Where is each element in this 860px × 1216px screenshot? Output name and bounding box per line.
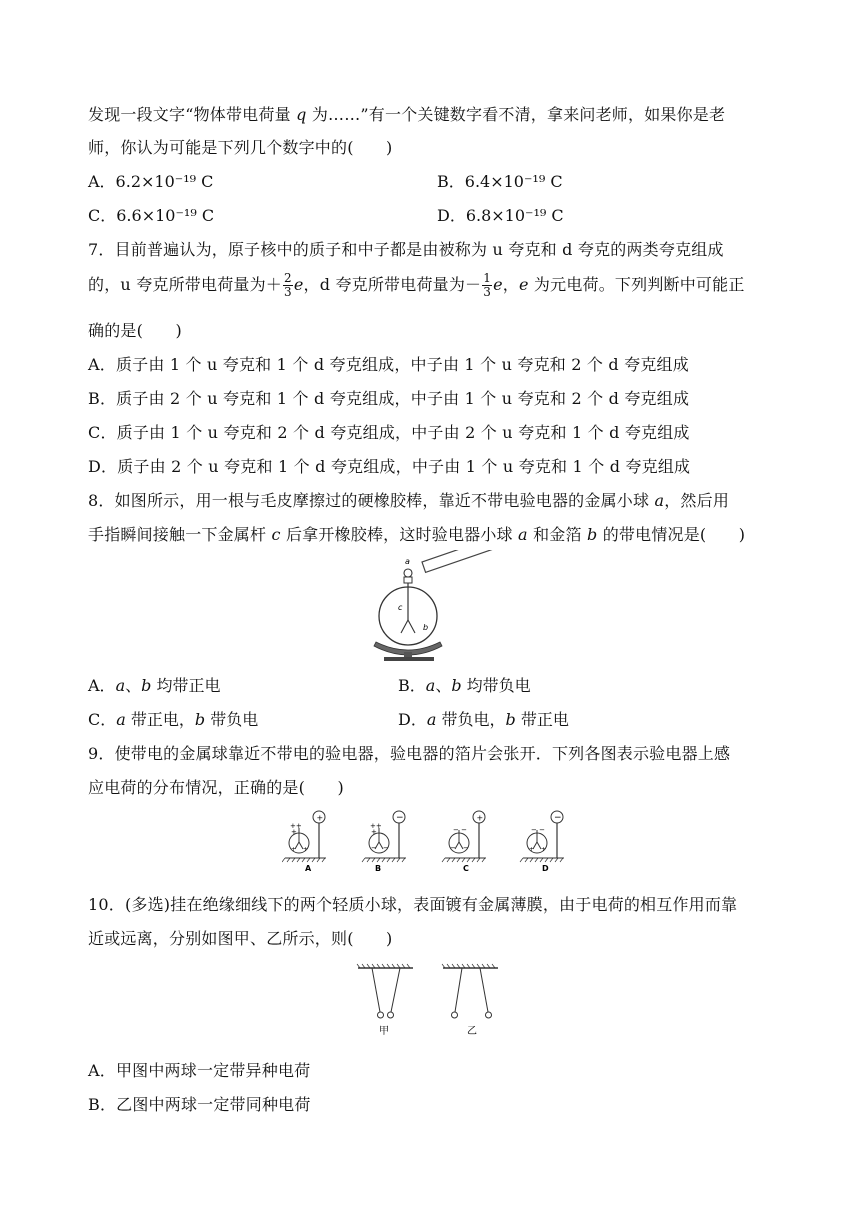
q7-text-b: ，d 夸克所带电荷量为－ xyxy=(303,275,482,294)
q8-option-c-var-a: a xyxy=(116,710,126,729)
rod-cap xyxy=(404,577,412,583)
q7-stem-line2 xyxy=(88,270,745,300)
q8-option-d-post: 带正电 xyxy=(515,710,569,729)
q6-stem-line2: 师，你认为可能是下列几个数字中的( ) xyxy=(88,138,393,157)
label-b: b xyxy=(423,623,429,632)
q8-option-a-pre: A． xyxy=(88,676,116,695)
q10-pendulum-figure xyxy=(355,962,505,1040)
q7-var-e-2: e xyxy=(493,275,503,294)
q8-var-a: a xyxy=(654,491,665,510)
q8-text-d: 后拿开橡胶棒，这时验电器小球 xyxy=(280,525,519,544)
electroscope-figure xyxy=(370,550,530,665)
q7-option-d: D．质子由 2 个 u 夸克和 1 个 d 夸克组成，中子由 1 个 u 夸克和 1 个 d 夸克组成 xyxy=(88,457,691,476)
q9-label-b: B xyxy=(375,864,382,873)
q7-var-e: e xyxy=(293,275,304,294)
svg-text:−: − xyxy=(371,844,377,852)
q8-option-a-post: 均带正电 xyxy=(151,676,221,695)
q8-option-d xyxy=(398,707,569,730)
q8-text-b: ，然后用 xyxy=(664,491,730,510)
q8-var-b: b xyxy=(586,525,598,544)
q7-text-c: ， xyxy=(502,275,519,294)
q6-stem-line1 xyxy=(88,102,725,125)
q9-a-ball-sign: + xyxy=(316,813,324,823)
q7-option-a: A．质子由 1 个 u 夸克和 1 个 d 夸克组成，中子由 1 个 u 夸克和 2 个 d 夸克组成 xyxy=(88,355,689,374)
q9-stem-line2: 应电荷的分布情况，正确的是( ) xyxy=(88,778,344,797)
q7-frac2-den: 3 xyxy=(483,285,492,299)
q9-label-a: A xyxy=(305,864,312,873)
q8-option-c-pre: C． xyxy=(88,710,117,729)
svg-text:+: + xyxy=(291,828,297,836)
svg-text:++: ++ xyxy=(290,822,302,830)
q9-b-ball-sign: − xyxy=(396,813,404,823)
q10-stem-line2: 近或远离，分别如图甲、乙所示，则( ) xyxy=(88,929,393,948)
q10-label-yi: 乙 xyxy=(467,1026,477,1037)
q8-option-d-pre: D． xyxy=(398,710,427,729)
q8-text-c: 手指瞬间接触一下金属杆 xyxy=(88,525,272,544)
q8-option-c xyxy=(88,707,258,730)
q7-frac1-den: 3 xyxy=(284,285,292,299)
q6-option-d: D．6.8×10⁻¹⁹ C xyxy=(437,206,564,225)
q6-stem-text-2: 为……”有一个关键数字看不清，拿来问老师，如果你是老 xyxy=(306,105,726,124)
q7-frac1-num: 2 xyxy=(284,271,292,285)
q8-text-f: 的带电情况是( ) xyxy=(597,525,746,544)
q9-stem-line1: 9．使带电的金属球靠近不带电的验电器，验电器的箔片会张开．下列各图表示验电器上感 xyxy=(88,744,731,763)
q6-var-q: q xyxy=(296,105,307,124)
q8-option-d-var-a: a xyxy=(426,710,437,729)
q8-option-a xyxy=(88,673,220,696)
q7-stem-line3: 确的是( ) xyxy=(88,321,182,340)
svg-text:+: + xyxy=(529,846,535,853)
q8-option-c-mid: 带正电， xyxy=(125,710,195,729)
q8-option-c-var-b: b xyxy=(194,710,206,729)
q10-option-a: A．甲图中两球一定带异种电荷 xyxy=(88,1061,311,1080)
svg-text:− −: − − xyxy=(531,826,545,834)
q7-fraction-1-3 xyxy=(482,272,492,299)
q6-stem-text: 发现一段文字“物体带电荷量 xyxy=(88,105,297,124)
gold-leaf-right xyxy=(408,620,415,633)
q8-stem-line2 xyxy=(88,522,745,545)
svg-text:−: − xyxy=(450,844,456,852)
svg-text:−: − xyxy=(463,844,469,852)
stand-base xyxy=(384,657,434,661)
q6-option-b: B．6.4×10⁻¹⁹ C xyxy=(437,172,563,191)
stand-post xyxy=(404,652,412,657)
rubber-rod xyxy=(422,550,516,572)
q9-figure-b xyxy=(362,811,406,873)
q9-figure-d xyxy=(520,811,564,873)
q8-var-a-2: a xyxy=(518,525,528,544)
q8-option-d-mid: 带负电， xyxy=(436,710,506,729)
q7-var-e-3: e xyxy=(518,275,529,294)
q8-option-a-var-b: b xyxy=(141,676,152,695)
q10-figure-yi xyxy=(442,964,498,1037)
q9-d-ball-sign: − xyxy=(554,813,562,823)
q7-text-a: 的，u 夸克所带电荷量为＋ xyxy=(88,275,282,294)
q10-figure-jia xyxy=(357,964,413,1037)
q8-option-b xyxy=(398,673,531,696)
q10-option-b: B．乙图中两球一定带同种电荷 xyxy=(88,1095,311,1114)
q8-text-a: 8．如图所示，用一根与毛皮摩擦过的硬橡胶棒，靠近不带电验电器的金属小球 xyxy=(88,491,655,510)
q7-text-d: 为元电荷。下列判断中可能正 xyxy=(528,275,745,294)
svg-text:+: + xyxy=(291,846,297,853)
metal-ball-a xyxy=(404,569,412,577)
q8-var-c: c xyxy=(271,525,281,544)
q8-option-a-var-a: a xyxy=(115,676,126,695)
q8-option-c-post: 带负电 xyxy=(205,710,259,729)
q7-option-c: C．质子由 1 个 u 夸克和 2 个 d 夸克组成，中子由 2 个 u 夸克和 1 个 d 夸克组成 xyxy=(88,423,690,442)
q9-label-c: C xyxy=(463,864,469,873)
q8-option-b-mid: 、 xyxy=(435,676,452,695)
q8-option-b-var-b: b xyxy=(451,676,462,695)
q8-option-d-var-b: b xyxy=(505,710,516,729)
svg-text:+: + xyxy=(371,828,377,836)
svg-text:−: − xyxy=(383,844,389,852)
q8-option-b-post: 均带负电 xyxy=(461,676,531,695)
q9-electroscopes-figure xyxy=(282,804,582,874)
q6-option-a: A．6.2×10⁻¹⁹ C xyxy=(88,172,214,191)
label-c: c xyxy=(398,603,403,612)
q9-label-d: D xyxy=(542,864,549,873)
q7-stem-line1: 7．目前普遍认为，原子核中的质子和中子都是由被称为 u 夸克和 d 夸克的两类夸克组成 xyxy=(88,240,724,259)
q10-stem-line1: 10．(多选)挂在绝缘细线下的两个轻质小球，表面镀有金属薄膜，由于电荷的相互作用而靠 xyxy=(88,895,738,914)
q8-option-a-mid: 、 xyxy=(125,676,142,695)
q8-text-e: 和金箔 xyxy=(527,525,587,544)
q6-option-c: C．6.6×10⁻¹⁹ C xyxy=(88,206,215,225)
svg-text:+: + xyxy=(303,846,309,853)
q8-option-b-pre: B． xyxy=(398,676,426,695)
q7-fraction-2-3 xyxy=(283,272,293,299)
q8-stem-line1 xyxy=(88,488,729,511)
svg-text:− −: − − xyxy=(453,826,467,834)
q9-figure-a xyxy=(282,811,326,873)
svg-text:+: + xyxy=(541,846,547,853)
gold-leaf-left xyxy=(401,620,408,633)
q10-label-jia: 甲 xyxy=(379,1026,389,1037)
svg-text:++: ++ xyxy=(370,822,382,830)
q9-c-ball-sign: + xyxy=(476,813,484,823)
q9-figure-c xyxy=(442,811,486,873)
q7-frac2-num: 1 xyxy=(483,271,492,285)
q8-option-b-var-a: a xyxy=(425,676,436,695)
q7-option-b: B．质子由 2 个 u 夸克和 1 个 d 夸克组成，中子由 1 个 u 夸克和 2 个 d 夸克组成 xyxy=(88,389,690,408)
label-a: a xyxy=(405,557,410,566)
